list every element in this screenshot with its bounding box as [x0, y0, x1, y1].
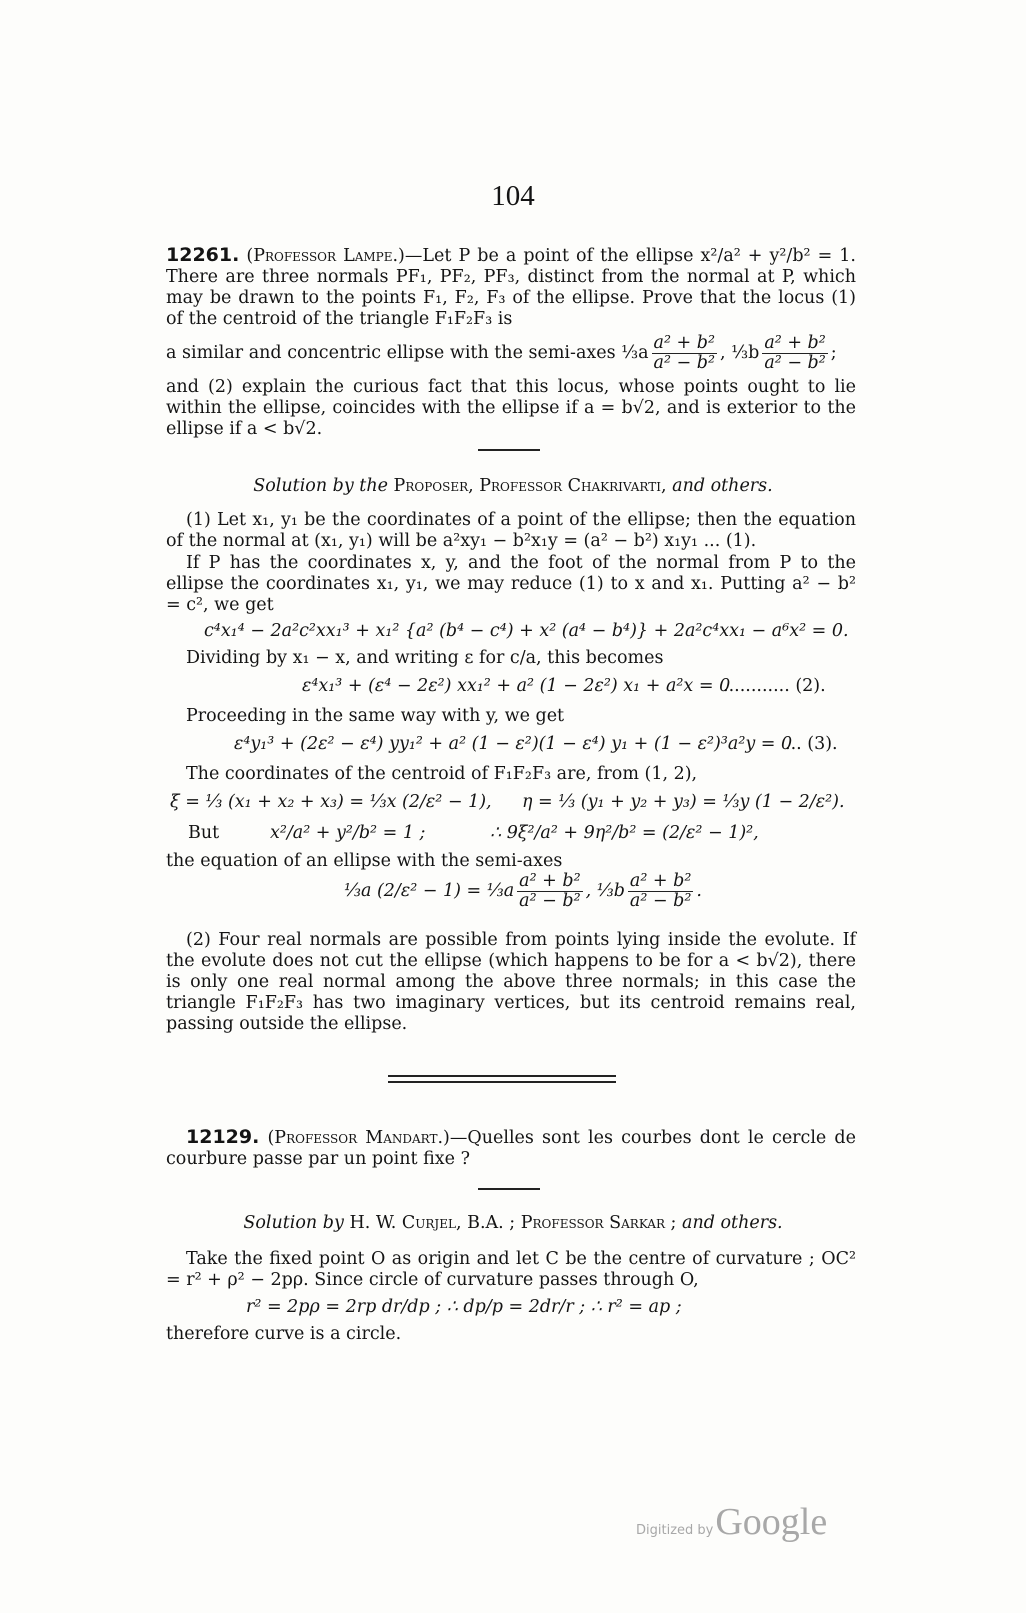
solution-heading-suffix: and others. [682, 1213, 783, 1233]
semi-axes-line [166, 334, 856, 373]
fraction-denominator: a² − b² [519, 891, 581, 911]
semi-axes-separator: , ⅓b [720, 343, 760, 363]
equation-2: ε⁴x₁³ + (ε⁴ − 2ε²) xx₁² + a² (1 − 2ε²) x₁ + a²x = 0 [302, 676, 731, 696]
solution-paragraph-2: If P has the coordinates x, y, and the foot of the normal from P to the ellipse the coordinates x₁, y₁, we may reduce (1) to x and x₁. Putting a² − b² = c², we get [166, 553, 856, 615]
solution-heading-suffix: and others. [672, 476, 773, 496]
short-divider [478, 1188, 540, 1190]
question-number: 12129. [186, 1126, 260, 1148]
fraction-numerator: a² + b² [764, 333, 826, 353]
semi-axes-separator: , ⅓b [585, 881, 625, 901]
fraction [628, 872, 693, 911]
solution-paragraph-4: Proceeding in the same way with y, we get [186, 706, 565, 726]
equation-2-tag: ............ (2). [723, 676, 826, 696]
question-text-end: and (2) explain the curious fact that this locus, whose points ought to lie within the ellipse, coincides with the ellipse if a = b√2, and is exterior to the ellipse if a < b√2. [166, 377, 856, 439]
semi-axes-text: a similar and concentric ellipse with the semi-axes ⅓a [166, 343, 649, 363]
fraction-denominator: a² − b² [653, 353, 716, 373]
solution-paragraph-3: Dividing by x₁ − x, and writing ε for c/a, this becomes [186, 648, 664, 668]
solution-paragraph-6: the equation of an ellipse with the semi-axes [166, 851, 563, 871]
equation-curvature: r² = 2pρ = 2rp dr/dp ; ∴ dp/p = 2dr/r ; ∴ r² = ap ; [246, 1297, 682, 1317]
equation-quartic: c⁴x₁⁴ − 2a²c²xx₁³ + x₁² {a² (b⁴ − c⁴) + x² (a⁴ − b⁴)} + 2a²c⁴xx₁ − a⁶x² = 0. [204, 621, 849, 641]
equation-ellipse: x²/a² + y²/b² = 1 ; [270, 823, 426, 843]
solution-paragraph-7: (2) Four real normals are possible from points lying inside the evolute. If the evolute does not cut the ellipse (which happens to be for a < b√2), there is only one real normal among the above three normals; in this case the triangle F₁F₂F₃ has two imaginary vertices, but its centroid remains real, passing outside the ellipse. [166, 930, 856, 1034]
solution-heading [0, 476, 1026, 496]
fraction-numerator: a² + b² [519, 871, 581, 891]
question-text: —Let P be a point of the ellipse x²/a² + y²/b² = 1. There are three normals PF₁, PF₂, PF₃, distinct from the normal at P, which may be drawn to the points F₁, F₂, F₃ of the ellipse. Prove that the locus (1) of the centroid of the triangle F₁F₂F₃ is [166, 246, 856, 329]
solution-heading-prefix: Solution by [243, 1213, 344, 1233]
semi-axes-end: ; [830, 343, 837, 363]
solution-paragraph-2: therefore curve is a circle. [166, 1324, 402, 1344]
equation-locus: ∴ 9ξ²/a² + 9η²/b² = (2/ε² − 1)², [490, 823, 759, 843]
semi-axes-expression: ⅓a (2/ε² − 1) = ⅓a [344, 881, 515, 901]
fraction-denominator: a² − b² [764, 353, 826, 373]
fraction-numerator: a² + b² [653, 333, 716, 353]
question-text: —Quelles sont les courbes dont le cercle de courbure passe par un point fixe ? [166, 1128, 856, 1169]
solution-paragraph-1: (1) Let x₁, y₁ be the coordinates of a point of the ellipse; then the equation of the normal at (x₁, y₁) will be a²xy₁ − b²x₁y = (a² − b²) x₁y₁ ... (1). [166, 510, 856, 551]
digitized-watermark [636, 1500, 827, 1544]
question-12261 [166, 245, 856, 440]
question-author: (Professor Lampe.) [246, 246, 405, 266]
equation-3: ε⁴y₁³ + (2ε² − ε⁴) yy₁² + a² (1 − ε²)(1 − ε⁴) y₁ + (1 − ε²)³a²y = 0 [234, 734, 793, 754]
equation-xi: ξ = ⅓ (x₁ + x₂ + x₃) = ⅓x (2/ε² − 1), [170, 792, 492, 812]
fraction [652, 334, 717, 373]
fraction-denominator: a² − b² [629, 891, 692, 911]
page-number: 104 [491, 180, 535, 212]
fraction [762, 334, 827, 373]
question-number: 12261. [166, 244, 240, 266]
solution-heading [0, 1213, 1026, 1233]
solution-paragraph-1: Take the fixed point O as origin and let C be the centre of curvature ; OC² = r² + ρ² − 2pρ. Since circle of curvature passes through O, [166, 1249, 856, 1290]
short-divider [478, 449, 540, 451]
question-12129 [166, 1127, 856, 1170]
google-logo: Google [715, 1501, 828, 1543]
solution-authors: Proposer, Professor Chakrivarti, [393, 476, 667, 496]
equation-3-tag: ... (3). [785, 734, 838, 754]
equation-end: . [696, 881, 702, 901]
but-label: But [188, 823, 220, 843]
solution-heading-prefix: Solution by the [253, 476, 388, 496]
equation-eta: η = ⅓ (y₁ + y₂ + y₃) = ⅓y (1 − 2/ε²). [522, 792, 845, 812]
equation-semi-axes [344, 872, 702, 911]
question-author: (Professor Mandart.) [267, 1128, 450, 1148]
solution-authors: H. W. Curjel, B.A. ; Professor Sarkar ; [349, 1213, 677, 1233]
watermark-prefix: Digitized by [636, 1523, 714, 1538]
fraction [517, 872, 582, 911]
section-divider-bottom [388, 1081, 616, 1083]
fraction-numerator: a² + b² [629, 871, 692, 891]
section-divider-top [388, 1075, 616, 1077]
solution-paragraph-5: The coordinates of the centroid of F₁F₂F₃ are, from (1, 2), [186, 764, 698, 784]
